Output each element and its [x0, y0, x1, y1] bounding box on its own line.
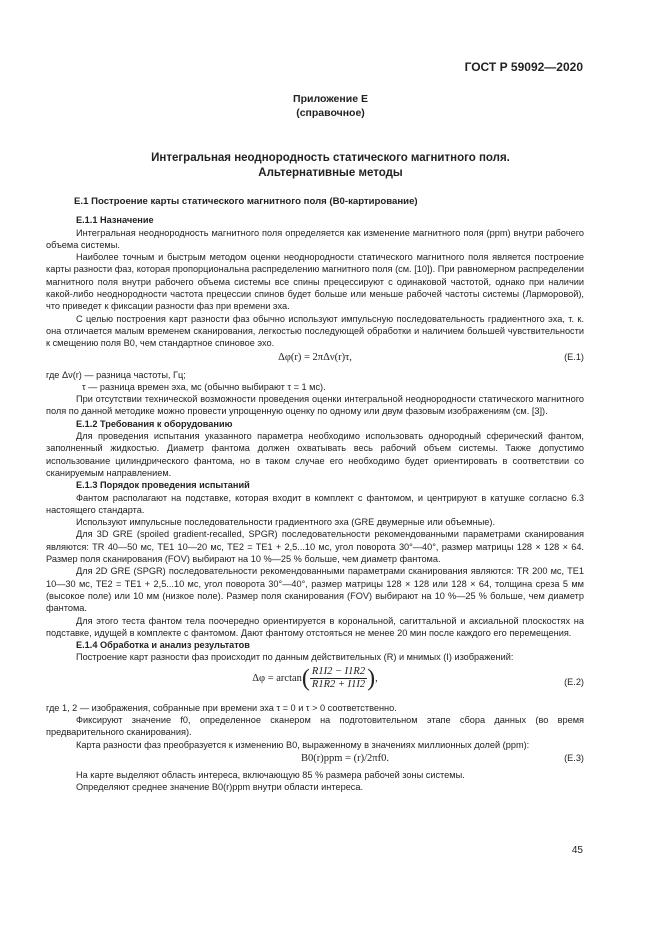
equation-number: (Е.1) — [564, 351, 584, 362]
annex-status: (справочное) — [296, 107, 365, 119]
equation-expression: Δφ(r) = 2πΔν(r)τ, — [278, 351, 352, 363]
fraction-numerator: R1I2 − I1R2 — [310, 666, 367, 679]
paragraph: Наиболее точным и быстрым методом оценки неоднородности статического магнитного поля является построение карты разности фаз, которая пропорциональна распределению магнитного поля (см. [10]). При равномерном распределении магнитного поля внутри рабочего объема системы все спины прецессируют с одинаковой частотой, однако при наличии какой-либо неоднородности частота прецессии спинов будет больше или меньше рабочей частоты системы (Ларморовой), что приведет к фиксации разности фаз при времени эха. — [46, 252, 584, 312]
equation-comma: , — [375, 672, 378, 684]
paragraph: Используют импульсные последовательности градиентного эха (GRE двумерные или объемные). — [76, 517, 496, 528]
equation-e1 — [46, 351, 584, 367]
paragraph: Карта разности фаз преобразуется к изменению B0, выраженному в значениях миллионных долей (ppm): — [76, 739, 530, 750]
page-number: 45 — [571, 845, 583, 856]
equation-e2 — [46, 666, 584, 700]
paragraph: Определяют среднее значение B0(r)ppm внутри области интереса. — [76, 782, 364, 793]
section-title-line1: Интегральная неоднородность статического магнитного поля. — [151, 152, 510, 164]
paragraph: Для 3D GRE (spoiled gradient-recalled, SPGR) последовательности рекомендованными параметрами сканирования являются: TR 40—50 мс, TE1 10—20 мс, TE2 = TE1 + 2,5...10 мс, угол поворота 30°—40°, размер матрицы 128 × 128 × 64. Размер поля сканирования (FOV) выбирают на 10 %—25 % больше, чем диаметр фантома. — [46, 529, 584, 565]
document-body — [46, 196, 584, 793]
paragraph: Построение карт разности фаз происходит по данным действительных (R) и мнимых (I) изображений: — [76, 652, 514, 663]
section-title-line2: Альтернативные методы — [258, 167, 403, 179]
fraction-denominator: R1R2 + I1I2 — [311, 678, 366, 690]
paragraph: С целью построения карт разности фаз обычно используют импульсную последовательность градиентного эха, т. к. она отличается малым временем сканирования, легкостью последующей обработки и наличием большей чувствительности к смещению поля B0, чем стандартное спиновое эхо. — [46, 313, 584, 349]
equation-number: (Е.2) — [564, 676, 584, 687]
right-paren: ) — [367, 665, 376, 692]
fraction — [310, 666, 367, 692]
equation-number: (Е.3) — [564, 752, 584, 763]
equation-expression: B0(r)ppm = (r)/2πf0. — [301, 752, 389, 764]
heading-e13: Е.1.3 Порядок проведения испытаний — [76, 480, 250, 491]
equation-e3 — [46, 752, 584, 768]
heading-e11: Е.1.1 Назначение — [76, 215, 154, 226]
left-paren: ( — [301, 665, 310, 692]
annex-title: Приложение Е — [293, 93, 368, 105]
equation-lhs: Δφ = arctan — [252, 672, 302, 684]
paragraph: Интегральная неоднородность магнитного поля определяется как изменение магнитного поля (ppm) внутри рабочего объема системы. — [46, 227, 584, 250]
paragraph: Для 2D GRE (SPGR) последовательности рекомендованными параметрами сканирования являются: TR 200 мс, TE1 10—30 мс, TE2 = TE1 + 2,5...10 мс, угол поворота 30°—40°, размер матрицы 128 × 128 или 128 × 64, толщина среза 5 мм (высокое поле) или 10 мм (низкое поле). Размер поля сканирования (FOV) выбирают на 10 %—25 % больше, чем диаметр фантома. — [46, 566, 584, 614]
paragraph: На карте выделяют область интереса, включающую 85 % размера рабочей зоны системы. — [76, 769, 465, 780]
paragraph: При отсутствии технической возможности проведения оценки интегральной неоднородности статического магнитного поля по данной методике можно провести упрощенную оценку по одному или двум фазовым изображениям (см. [3]). — [46, 394, 584, 417]
heading-e12: Е.1.2 Требования к оборудованию — [76, 418, 233, 429]
paragraph: Фиксируют значение f0, определенное сканером на подготовительном этапе сбора данных (во время предварительного сканирования). — [46, 714, 584, 738]
heading-e14: Е.1.4 Обработка и анализ результатов — [76, 640, 250, 651]
where-clause: где Δν(r) — разница частоты, Гц; — [46, 369, 186, 380]
paragraph: Фантом располагают на подставке, которая входит в комплект с фантомом, и центрируют в катушке согласно 6.3 настоящего стандарта. — [46, 492, 584, 515]
section-title — [0, 151, 661, 181]
document-id: ГОСТ Р 59092—2020 — [464, 60, 583, 74]
paragraph: Для этого теста фантом тела поочередно ориентируется в корональной, сагиттальной и аксиальной плоскостях на подставке, идущей в комплекте с фантомом. Дают фантому отстояться не менее 20 мин после каждого его перемещения. — [46, 615, 584, 638]
annex-heading — [0, 92, 661, 120]
paragraph: Для проведения испытания указанного параметра необходимо использовать однородный сферический фантом, заполненный жидкостью. Диаметр фантома должен охватывать весь рабочий объем системы. Также допустимо использование цилиндрического фантома, но в таком случае его необходимо будет ориентировать в соответствии со сканируемым направлением. — [46, 431, 584, 478]
heading-e1: Е.1 Построение карты статического магнитного поля (B0-картирование) — [74, 196, 418, 207]
where-clause: где 1, 2 — изображения, собранные при времени эха τ = 0 и τ > 0 соответственно. — [46, 702, 397, 713]
equation-expression — [252, 666, 377, 692]
where-clause: τ — разница времен эха, мс (обычно выбирают τ = 1 мс). — [82, 381, 326, 392]
